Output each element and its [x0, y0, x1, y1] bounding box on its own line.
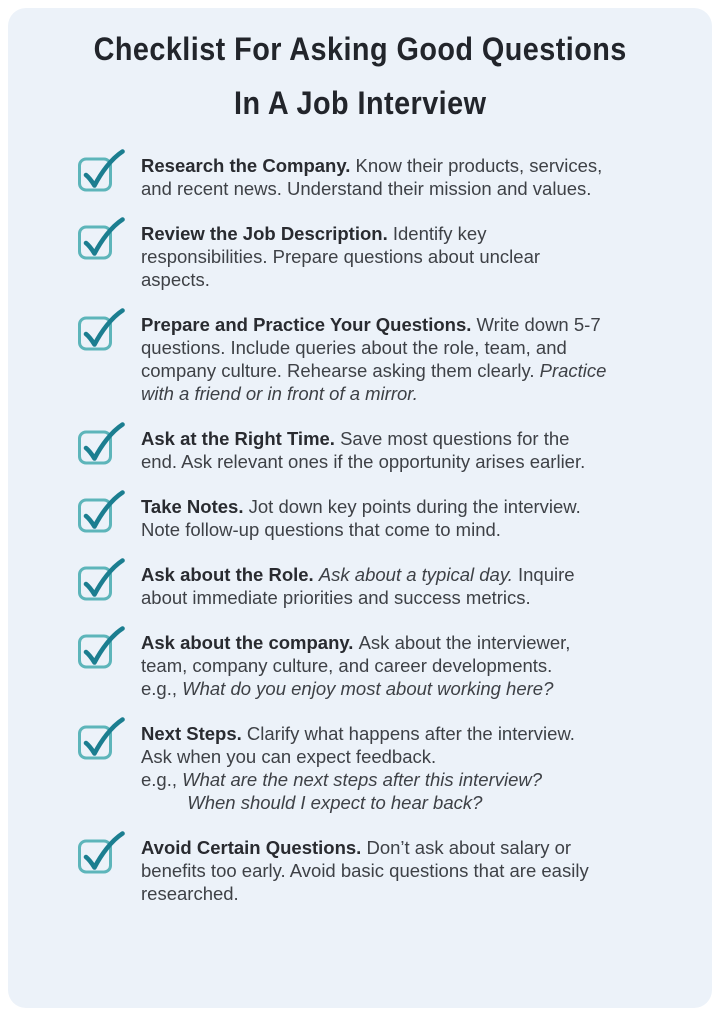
- checkbox-checked-icon: [77, 420, 125, 466]
- checklist-item: [77, 722, 712, 814]
- checklist-item: [77, 631, 712, 700]
- checklist-item: [77, 222, 712, 291]
- checkbox-checked-icon: [77, 829, 125, 875]
- checklist-item: [77, 495, 712, 541]
- checklist-item: [77, 313, 712, 405]
- checklist-item-text: Prepare and Practice Your Questions. Write down 5-7 questions. Include queries about the role, team, and company culture. Rehearse asking them clearly. Practice with a friend or in front of a mirror.: [141, 314, 607, 404]
- checklist-item-text: Next Steps. Clarify what happens after the interview. Ask when you can expect feedback. e.g., What are the next steps after this interview? When should I expect to hear back?: [141, 723, 575, 813]
- checklist-item-text: Ask about the Role. Ask about a typical day. Inquire about immediate priorities and success metrics.: [141, 564, 575, 608]
- checklist-item-text: Ask at the Right Time. Save most questions for the end. Ask relevant ones if the opportunity arises earlier.: [141, 428, 586, 472]
- checklist: [8, 154, 712, 905]
- page-title-line-2: In A Job Interview: [233, 85, 487, 121]
- checklist-item: [77, 836, 712, 905]
- checkbox-checked-icon: [77, 147, 125, 193]
- checklist-card: [8, 8, 712, 1008]
- checklist-item: [77, 154, 712, 200]
- checkbox-checked-icon: [77, 715, 125, 761]
- checklist-item-text: Avoid Certain Questions. Don’t ask about salary or benefits too early. Avoid basic questions that are easily researched.: [141, 837, 589, 904]
- checklist-item: [77, 563, 712, 609]
- checkbox-checked-icon: [77, 624, 125, 670]
- checkbox-checked-icon: [77, 215, 125, 261]
- checklist-item-text: Research the Company. Know their products, services, and recent news. Understand their mission and values.: [141, 155, 603, 199]
- checklist-item-text: Ask about the company. Ask about the interviewer, team, company culture, and career developments. e.g., What do you enjoy most about working here?: [141, 632, 571, 699]
- checklist-item: [77, 427, 712, 473]
- checklist-item-text: Take Notes. Jot down key points during the interview. Note follow-up questions that come to mind.: [141, 496, 581, 540]
- page-title-line-1: Checklist For Asking Good Questions: [93, 31, 627, 67]
- checkbox-checked-icon: [77, 556, 125, 602]
- checklist-item-text: Review the Job Description. Identify key responsibilities. Prepare questions about unclear aspects.: [141, 223, 541, 290]
- checkbox-checked-icon: [77, 306, 125, 352]
- page-title: [8, 22, 712, 130]
- checkbox-checked-icon: [77, 488, 125, 534]
